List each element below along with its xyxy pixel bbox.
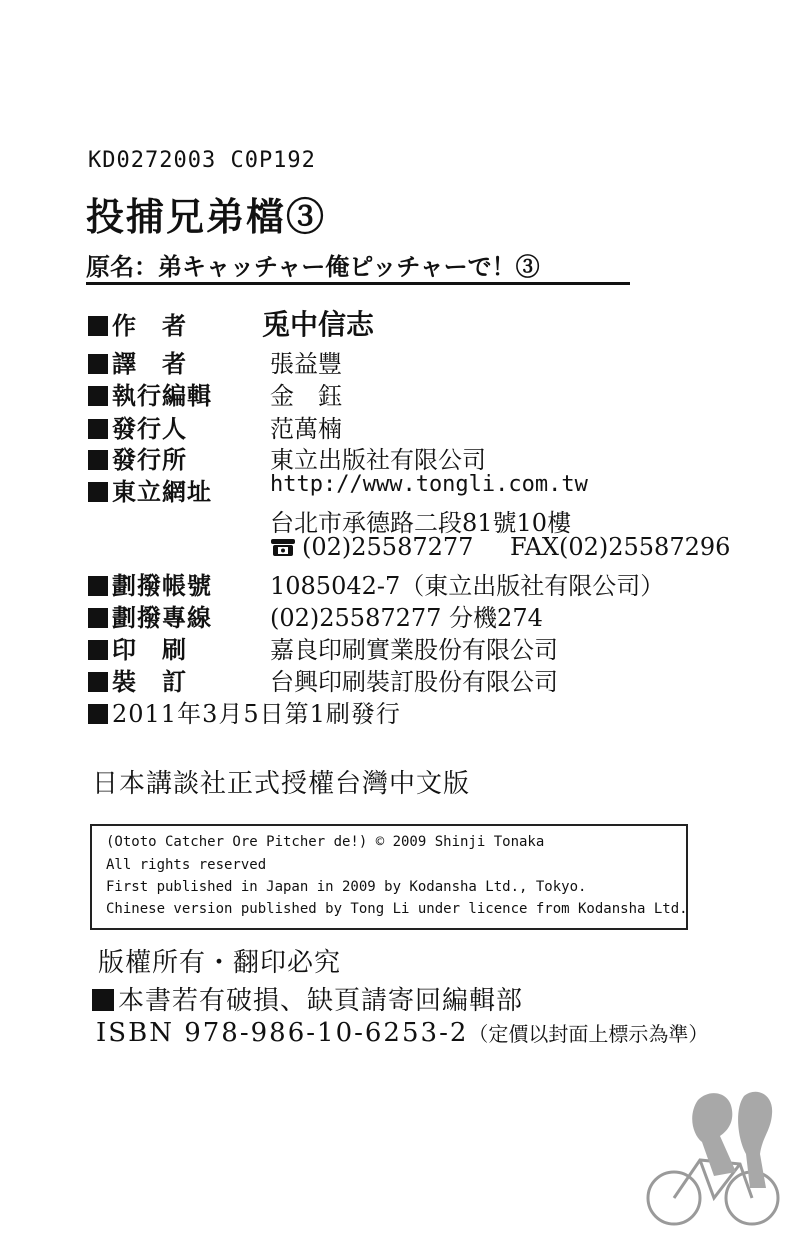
cyclist-watermark (640, 1080, 790, 1230)
credit-value-publishing-house: 東立出版社有限公司 (270, 446, 486, 474)
black-square-icon (88, 640, 108, 660)
printing-label: 印 刷 (88, 630, 187, 665)
binding-label: 裝 訂 (88, 662, 187, 697)
telephone-icon (270, 537, 296, 557)
black-square-icon (88, 672, 108, 692)
black-square-icon (88, 386, 108, 406)
damage-notice: 本書若有破損、缺頁請寄回編輯部 (92, 980, 523, 1017)
address-text: 台北市承德路二段81號10樓 (270, 509, 572, 537)
credit-label-author: 作 者 (88, 306, 187, 341)
credit-label-publisher: 發行人 (88, 409, 187, 444)
black-square-icon (88, 608, 108, 628)
copyright-line: Chinese version published by Tong Li under licence from Kodansha Ltd. (106, 901, 688, 917)
black-square-icon (88, 316, 108, 336)
edition-line: 2011年3月5日第1刷發行 (88, 694, 401, 729)
fax-number: FAX(02)25587296 (510, 533, 731, 561)
payment-value-account: 1085042-7（東立出版社有限公司） (270, 572, 665, 600)
credit-value-website[interactable]: http://www.tongli.com.tw (270, 472, 588, 497)
credit-label-publishing-house: 發行所 (88, 440, 187, 475)
black-square-icon (92, 989, 114, 1011)
credit-label-website: 東立網址 (88, 472, 212, 507)
credit-value-author: 兎中信志 (262, 308, 375, 341)
printing-value: 嘉良印刷實業股份有限公司 (270, 636, 558, 664)
authorization-notice: 日本講談社正式授權台灣中文版 (92, 769, 471, 799)
black-square-icon (88, 354, 108, 374)
credit-label-translator: 譯 者 (88, 344, 187, 379)
black-square-icon (88, 576, 108, 596)
binding-value: 台興印刷裝訂股份有限公司 (270, 668, 558, 696)
phone-line (270, 533, 473, 561)
copyright-line: First published in Japan in 2009 by Kodansha Ltd., Tokyo. (106, 879, 587, 895)
black-square-icon (88, 450, 108, 470)
credit-label-editor: 執行編輯 (88, 376, 212, 411)
rights-notice: 版權所有・翻印必究 (98, 948, 342, 978)
payment-value-line: (02)25587277 分機274 (270, 604, 543, 632)
copyright-line: (Ototo Catcher Ore Pitcher de!) © 2009 Shinji Tonaka (106, 834, 545, 850)
original-title: 原名：弟キャッチャー俺ピッチャーで！③ (86, 252, 540, 281)
credit-value-editor: 金 鈺 (270, 382, 342, 410)
price-note: （定價以封面上標示為準） (468, 1022, 709, 1046)
catalog-code: KD0272003 C0P192 (88, 148, 316, 173)
credit-value-translator: 張益豐 (270, 350, 342, 378)
payment-label-line: 劃撥專線 (88, 598, 212, 633)
phone-number: (02)25587277 (302, 533, 474, 561)
black-square-icon (88, 419, 108, 439)
isbn-line (96, 1018, 708, 1048)
copyright-line: All rights reserved (106, 857, 267, 873)
copyright-box (90, 824, 688, 930)
payment-label-account: 劃撥帳號 (88, 566, 212, 601)
book-title: 投捕兄弟檔③ (86, 194, 327, 239)
isbn-number: ISBN 978-986-10-6253-2 (96, 1018, 469, 1048)
title-divider (86, 282, 630, 285)
black-square-icon (88, 704, 108, 724)
credit-value-publisher: 范萬楠 (270, 415, 342, 443)
black-square-icon (88, 482, 108, 502)
